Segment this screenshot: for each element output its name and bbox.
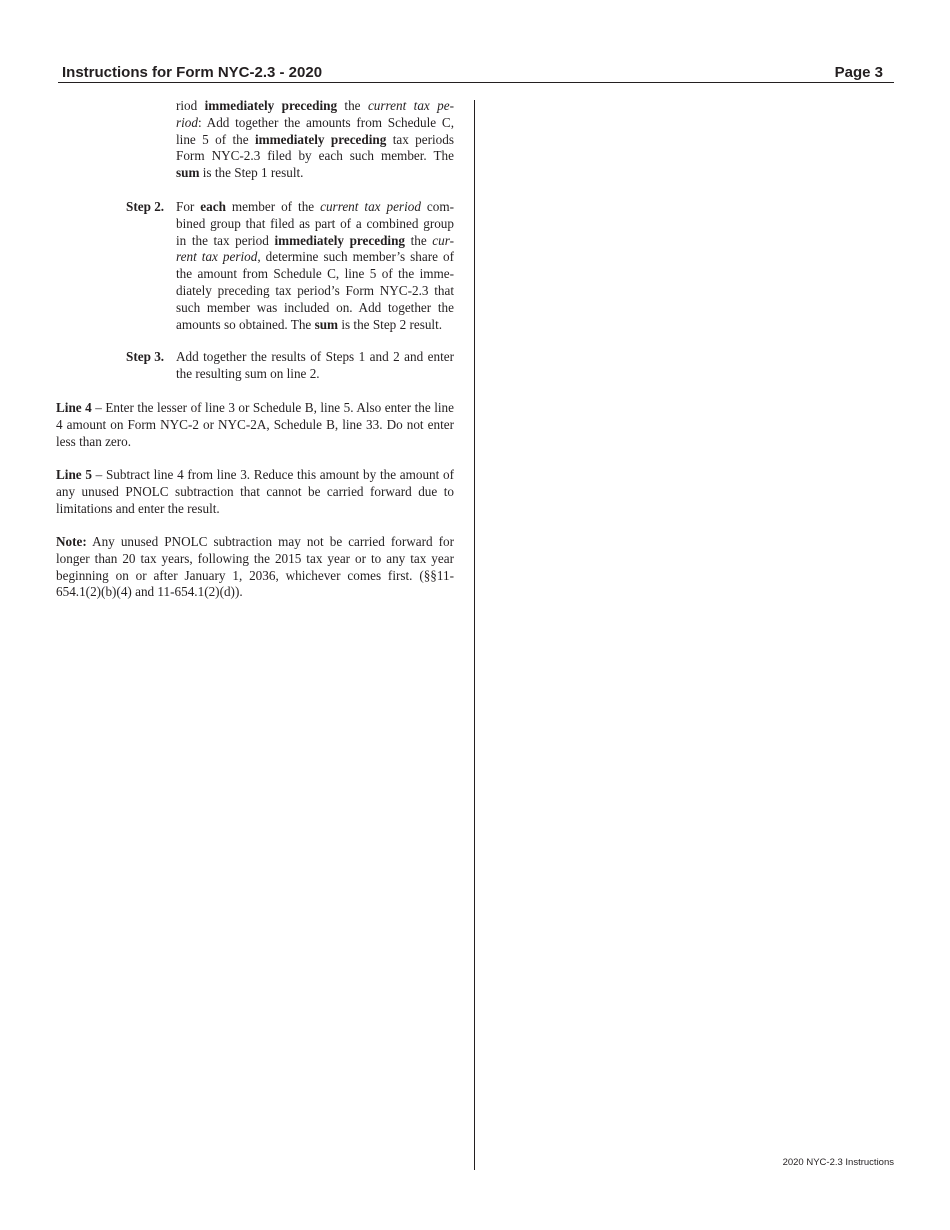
note-label: Note: [56,534,87,549]
note-paragraph [56,534,454,601]
line4-paragraph [56,400,454,450]
step3-label: Step 3. [126,349,165,364]
document-title: Instructions for Form NYC-2.3 - 2020 [62,64,323,81]
line5-label: Line 5 [56,467,92,482]
text-run: tax periods Form NYC-2.3 filed by each such member. The [176,131,454,164]
page-footer: 2020 NYC-2.3 Instructions [782,1157,894,1168]
text-run: is the Step 1 result. [199,165,304,181]
text-run: member of the [225,199,321,214]
italic-run: current tax period [320,199,421,214]
bold-run: each [200,199,226,214]
text-run: com-bined group that filed as part of a combined group in the tax period [176,199,454,248]
line5-paragraph [56,467,454,517]
text-run: the [405,232,433,248]
bold-run: immediately preceding [274,232,406,248]
italic-run: cur-rent tax period [176,232,454,265]
text-run: is the Step 2 result. [338,316,443,332]
text-run: the [337,98,368,113]
note-text: Any unused PNOLC subtraction may not be carried forward for longer than 20 tax years, following the 2015 tax year or to any tax year beginning on or after January 1, 2036, whichever comes first. (§§11-654.1(2)(b)(4) and 11-654.1(2)(d)). [56,534,454,600]
page-number: Page 3 [834,64,883,81]
bold-run: sum [176,165,200,181]
line4-label: Line 4 [56,400,92,415]
column-divider [474,100,475,1170]
text-run: riod [176,98,205,113]
step2-label: Step 2. [126,199,165,214]
page-header [58,63,894,83]
bold-run: sum [314,316,339,332]
line5-text: – Subtract line 4 from line 3. Reduce this amount by the amount of any unused PNOLC subtraction that cannot be carried forward due to limitations and enter the result. [56,467,454,516]
bold-run: immediately preceding [254,131,387,147]
step3-text: Add together the results of Steps 1 and 2 and enter the resulting sum on line 2. [176,349,454,381]
line4-text: – Enter the lesser of line 3 or Schedule B, line 5. Also enter the line 4 amount on Form NYC-2 or NYC-2A, Schedule B, line 33. Do not enter less than zero. [56,400,454,449]
text-run: : Add together the amounts from Schedule C, line 5 of the [176,114,454,147]
text-run: For [176,199,201,214]
step1-continuation [176,98,454,182]
text-run: , determine such member’s share of the amount from Schedule C, line 5 of the imme-diately preceding tax period’s Form NYC-2.3 that such member was included on. Add together the amounts so obtained. The [176,249,454,332]
bold-run: immediately preceding [204,98,338,113]
step2-text [176,199,454,333]
italic-run: current tax pe-riod [176,98,454,130]
